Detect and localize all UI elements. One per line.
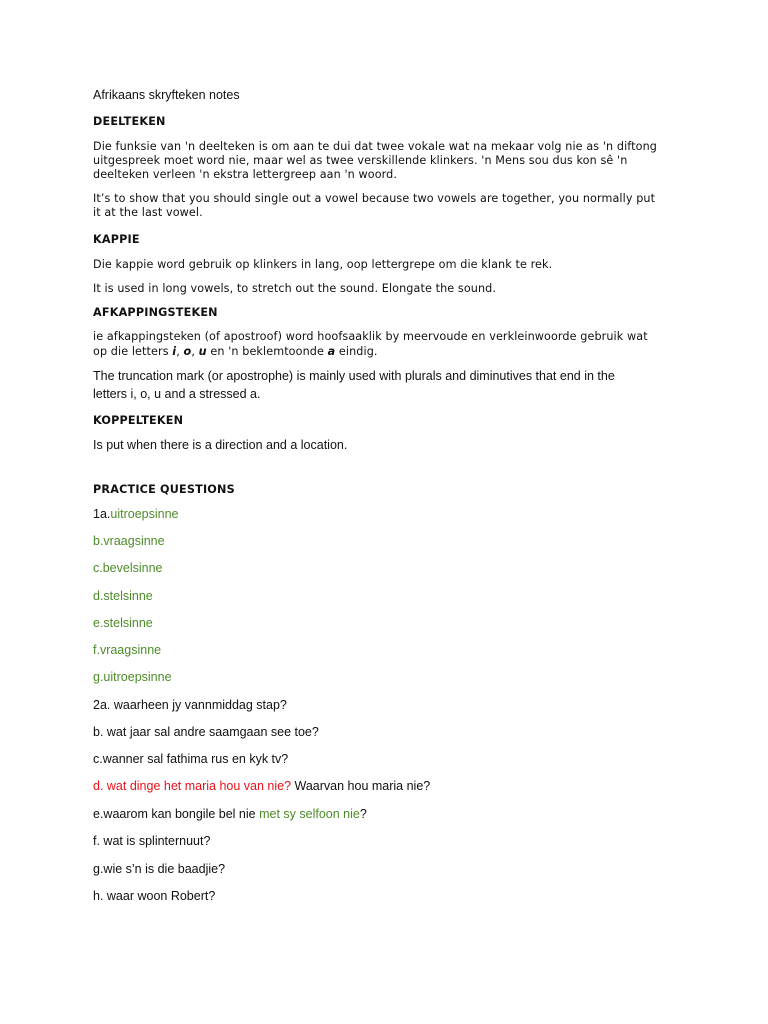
deelteken-en-line-2: it at the last vowel. — [93, 206, 203, 219]
comma-1: , — [176, 345, 184, 358]
q1-item-a — [93, 507, 179, 522]
document-title: Afrikaans skryfteken notes — [93, 88, 240, 102]
kappie-en-line: It is used in long vowels, to stretch out the sound. Elongate the sound. — [93, 282, 497, 295]
heading-deelteken: DEELTEKEN — [93, 115, 166, 128]
afkapping-en-line-2: letters i, o, u and a stressed a. — [93, 387, 261, 401]
deelteken-en-line-1: It’s to show that you should single out a vowel because two vowels are together, you normally put — [93, 192, 656, 205]
afkapping-af-line-2-mid: en 'n beklemtoonde — [206, 345, 328, 358]
q2-item-e-start: e.waarom kan bongile bel nie — [93, 807, 260, 821]
heading-kappie: KAPPIE — [93, 233, 140, 246]
q1-answer-b: b.vraagsinne — [93, 534, 165, 548]
comma-2: , — [191, 345, 199, 358]
letter-i: i — [172, 345, 177, 358]
heading-afkappingsteken: AFKAPPINGSTEKEN — [93, 306, 218, 319]
koppelteken-en-line: Is put when there is a direction and a location. — [93, 438, 348, 452]
q2-item-d — [93, 779, 430, 794]
afkapping-en-line-1: The truncation mark (or apostrophe) is mainly used with plurals and diminutives that end in the — [93, 369, 615, 383]
q2-item-e-highlight: met sy selfoon nie — [259, 807, 360, 821]
deelteken-af-line-3: deelteken verleen 'n ekstra lettergreep aan 'n woord. — [93, 168, 397, 181]
q2-item-f: f. wat is splinternuut? — [93, 834, 211, 848]
q1-answer-d: d.stelsinne — [93, 589, 153, 603]
letter-a: a — [327, 345, 336, 358]
deelteken-af-line-1: Die funksie van 'n deelteken is om aan te dui dat twee vokale wat na mekaar volg nie as 'n diftong — [93, 140, 657, 153]
letter-o: o — [183, 345, 192, 358]
q2-item-e — [93, 807, 367, 822]
afkapping-af-line-2 — [93, 344, 378, 359]
q1-answer-f: f.vraagsinne — [93, 643, 162, 657]
q1-answer-c: c.bevelsinne — [93, 561, 163, 575]
q2-item-b: b. wat jaar sal andre saamgaan see toe? — [93, 725, 319, 739]
afkapping-af-line-2-start: op die letters — [93, 345, 173, 358]
q2-item-h: h. waar woon Robert? — [93, 889, 216, 903]
kappie-af-line: Die kappie word gebruik op klinkers in lang, oop lettergrepe om die klank te rek. — [93, 258, 553, 271]
q1-answer-g: g.uitroepsinne — [93, 670, 172, 684]
q2-item-e-end: ? — [359, 807, 367, 821]
afkapping-af-line-2-end: eindig. — [335, 345, 378, 358]
q1-answer-e: e.stelsinne — [93, 616, 153, 630]
afkapping-af-line-1: ie afkappingsteken (of apostroof) word hoofsaaklik by meervoude en verkleinwoorde gebruik wat — [93, 330, 648, 343]
q1-answer-a: uitroepsinne — [110, 507, 179, 521]
q2-item-d-question: d. wat dinge het maria hou van nie? — [93, 779, 292, 793]
letter-u: u — [198, 345, 207, 358]
deelteken-af-line-2: uitgespreek moet word nie, maar wel as twee verskillende klinkers. 'n Mens sou dus kon sê 'n — [93, 154, 628, 167]
q2-item-c: c.wanner sal fathima rus en kyk tv? — [93, 752, 289, 766]
q2-item-g: g.wie s’n is die baadjie? — [93, 862, 226, 876]
q2-item-d-correction: Waarvan hou maria nie? — [291, 779, 431, 793]
heading-practice-questions: PRACTICE QUESTIONS — [93, 483, 235, 496]
heading-koppelteken: KOPPELTEKEN — [93, 414, 184, 427]
q1-prefix: 1a. — [93, 507, 111, 521]
q2-item-a: 2a. waarheen jy vannmiddag stap? — [93, 698, 287, 712]
